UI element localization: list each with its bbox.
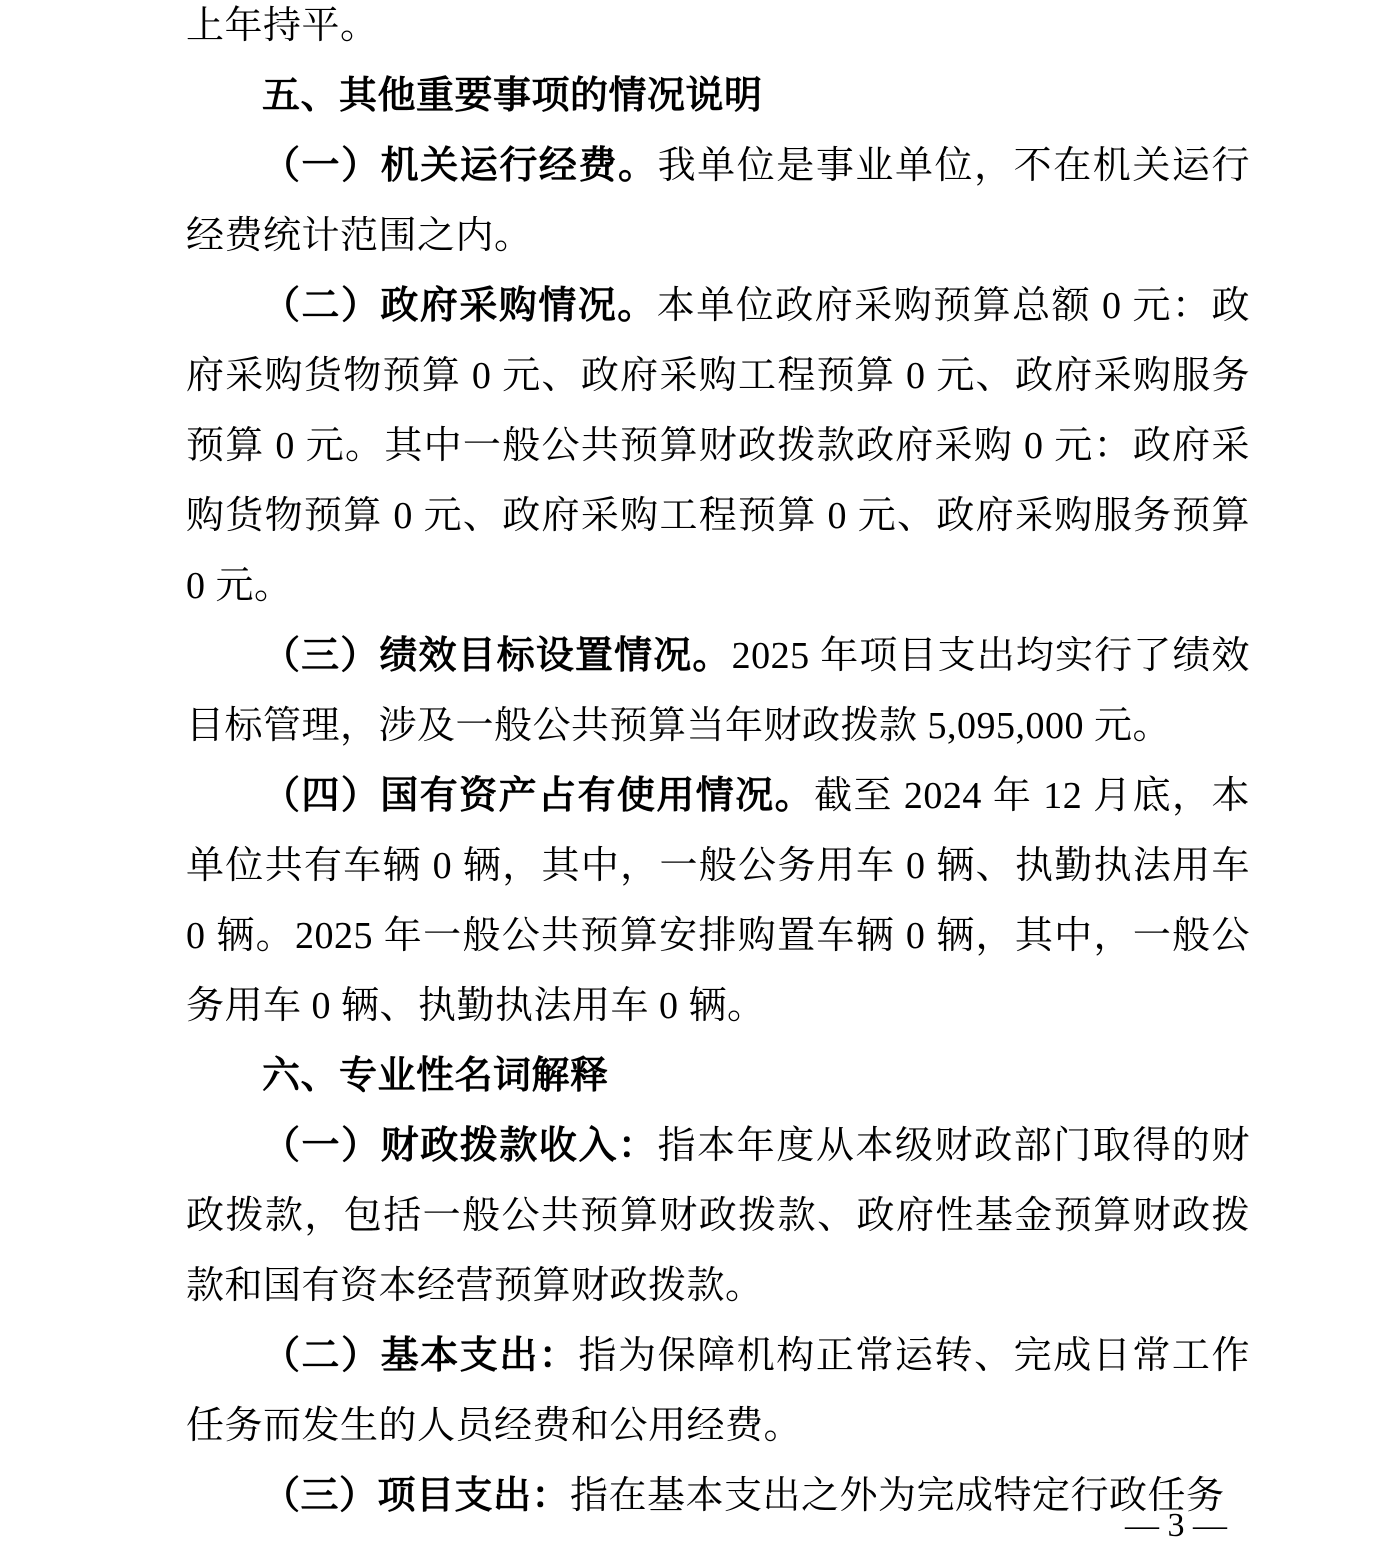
paragraph-fiscal-appropriation-income [186,1111,1250,1321]
paragraph-lead: （三）绩效目标设置情况。 [262,635,732,677]
heading-other-important-matters: 五、其他重要事项的情况说明 [262,75,763,117]
paragraph-lead: （三）项目支出： [262,1475,571,1517]
paragraph-text: 本单位政府采购预算总额 0 元：政府采购货物预算 0 元、政府采购工程预算 0 元、政府采购服务预算 0 元。其中一般公共预算财政拨款政府采购 0 元：政府采购货物预算 0 元、政府采购工程预算 0 元、政府采购服务预算 0 元。 [186,285,1250,607]
paragraph-state-owned-assets [186,761,1250,1041]
paragraph-text: 2025 年项目支出均实行了绩效目标管理，涉及一般公共预算当年财政拨款 5,095,000 元。 [186,635,1250,747]
paragraph-text: 指本年度从本级财政部门取得的财政拨款，包括一般公共预算财政拨款、政府性基金预算财政拨款和国有资本经营预算财政拨款。 [186,1125,1250,1307]
paragraph-text: 我单位是事业单位，不在机关运行经费统计范围之内。 [186,145,1250,257]
paragraph-lead: （二）基本支出： [262,1335,579,1377]
paragraph-agency-operating-funds [186,131,1250,271]
paragraph-performance-targets [186,621,1250,761]
paragraph-government-procurement [186,271,1250,621]
text-column [186,0,1250,1531]
paragraph-text: 指在基本支出之外为完成特定行政任务 [570,1475,1225,1517]
paragraph-lead: （一）机关运行经费。 [262,145,658,187]
paragraph-project-expenditure [186,1461,1250,1531]
paragraph-basic-expenditure [186,1321,1250,1461]
paragraph-lead: （一）财政拨款收入： [262,1125,658,1167]
paragraph-text: 指为保障机构正常运转、完成日常工作任务而发生的人员经费和公用经费。 [186,1335,1250,1447]
paragraph-continuation: 上年持平。 [186,5,379,47]
paragraph-lead: （二）政府采购情况。 [262,285,657,327]
heading-terminology: 六、专业性名词解释 [262,1055,609,1097]
page-number: — 3 — [1125,1507,1227,1544]
paragraph-lead: （四）国有资产占有使用情况。 [262,775,815,817]
paragraph-text: 截至 2024 年 12 月底，本单位共有车辆 0 辆，其中，一般公务用车 0 辆、执勤执法用车 0 辆。2025 年一般公共预算安排购置车辆 0 辆，其中，一般公务用车 0 辆、执勤执法用车 0 辆。 [186,775,1250,1027]
